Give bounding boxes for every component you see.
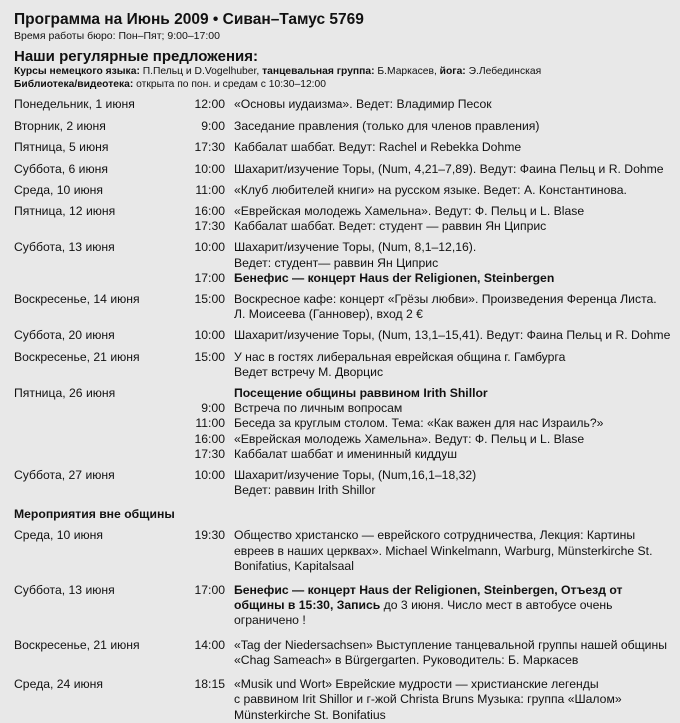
event-row [14, 240, 674, 286]
regular-offers-line-1 [14, 65, 674, 78]
text-segment: открыта по пон. и средам с 10:30–12:00 [133, 79, 327, 90]
event-description-line: Ведет встречу М. Дворцис [234, 364, 384, 379]
event-row [14, 677, 674, 723]
event-day: Воскресенье, 21 июня [14, 349, 140, 364]
program-page [14, 10, 674, 723]
event-time [164, 256, 225, 271]
event-times [164, 386, 225, 462]
regular-offers-heading: Наши регулярные предложения: [14, 48, 258, 65]
event-description-line [234, 598, 674, 613]
event-day: Суббота, 13 июня [14, 240, 115, 255]
event-description-line: Беседа за круглым столом. Тема: «Как важен для нас Израиль?» [234, 416, 604, 431]
event-time: 14:00 [194, 637, 225, 652]
event-times [164, 638, 225, 653]
event-row [14, 97, 674, 112]
event-day: Пятница, 5 июня [14, 140, 109, 155]
event-day: Суббота, 27 июня [14, 468, 115, 483]
text-segment: Б.Маркасев, [374, 66, 440, 77]
text-segment: общины в 15:30, Запись [234, 598, 381, 613]
event-description-line: «Клуб любителей книги» на русском языке. Ведет: А. Константинова. [234, 182, 627, 197]
event-description-line: с раввином Irit Shillor и г-жой Christa Bruns Музыка: группа «Шалом» [234, 692, 622, 707]
event-time: 12:00 [194, 97, 225, 111]
event-description [234, 468, 674, 498]
regular-offers-line-2 [14, 78, 674, 91]
event-description-line: Шахарит/изучение Торы, (Num,16,1–18,32) [234, 468, 477, 483]
text-segment: Курсы немецкого языка: [14, 66, 140, 77]
event-times [164, 583, 225, 598]
event-time: 10:00 [194, 161, 225, 176]
event-description [234, 162, 674, 177]
event-description-line: «Еврейская молодежь Хамельна». Ведут: Ф. Пельц и L. Blase [234, 204, 585, 219]
event-description-line: Шахарит/изучение Торы, (Num, 8,1–12,16). [234, 240, 477, 255]
event-description-line: Заседание правления (только для членов правления) [234, 119, 540, 134]
event-time: 17:30 [194, 140, 225, 155]
event-description [234, 528, 674, 574]
event-description-line: Bonifatius, Kapitalsaal [234, 558, 354, 573]
event-day: Среда, 10 июня [14, 528, 103, 543]
event-row [14, 183, 674, 198]
event-time: 17:30 [194, 446, 225, 461]
event-description [234, 119, 674, 134]
text-segment: Библиотека/видеотека: [14, 79, 134, 90]
event-description-line: Бенефис — концерт Haus der Religionen, Steinbergen [234, 270, 555, 285]
event-time: 10:00 [194, 468, 225, 483]
event-description [234, 677, 674, 723]
event-time: 11:00 [195, 416, 225, 431]
event-row [14, 350, 674, 380]
event-description-line: «Основы иудаизма». Ведет: Владимир Песок [234, 97, 492, 111]
event-row [14, 328, 674, 343]
event-description-line: Воскресное кафе: концерт «Грёзы любви». Произведения Ференца Листа. [234, 292, 657, 307]
event-times [164, 468, 225, 483]
event-description-line: Ведет: студент— раввин Ян Циприс [234, 255, 439, 270]
event-time: 16:00 [194, 204, 225, 219]
event-description-line: У нас в гостях либеральная еврейская община г. Гамбурга [234, 349, 566, 364]
event-day: Понедельник, 1 июня [14, 97, 135, 111]
event-times [164, 528, 225, 543]
event-description [234, 140, 674, 155]
event-row [14, 292, 674, 322]
event-description [234, 638, 674, 668]
event-description [234, 183, 674, 198]
event-time: 9:00 [201, 119, 225, 134]
event-day: Суббота, 6 июня [14, 161, 108, 176]
event-row [14, 140, 674, 155]
event-description-line: Шахарит/изучение Торы, (Num, 13,1–15,41). Ведут: Фаина Пельц и R. Dohme [234, 328, 671, 343]
event-times [164, 240, 225, 286]
event-description-line: Каббалат шаббат и именинный киддуш [234, 446, 457, 461]
event-time: 15:00 [194, 349, 225, 364]
event-day: Воскресенье, 21 июня [14, 637, 140, 652]
event-description-line: «Musik und Wort» Еврейские мудрости — христианские легенды [234, 677, 599, 692]
event-day: Пятница, 26 июня [14, 386, 116, 401]
event-description-line: Ведет: раввин Irith Shillor [234, 483, 376, 498]
page-title: Программа на Июнь 2009 • Сиван–Тамус 5769 [14, 11, 364, 28]
event-day: Вторник, 2 июня [14, 119, 106, 134]
event-row [14, 528, 674, 574]
event-times [164, 292, 225, 307]
event-description-line: Münsterkirche St. Bonifatius [234, 707, 386, 722]
event-description-line: «Chag Sameach» в Bürgergarten. Руководитель: Б. Маркасев [234, 652, 579, 667]
event-time: 11:00 [195, 182, 225, 197]
event-times [164, 328, 225, 343]
outside-events-heading: Мероприятия вне общины [14, 507, 175, 522]
event-description-line: Л. Моисеева (Ганновер), вход 2 € [234, 307, 423, 322]
event-times [164, 119, 225, 134]
outside-events-list [14, 528, 674, 722]
text-segment: танцевальная группа: [262, 66, 375, 77]
event-description [234, 204, 674, 234]
event-row [14, 468, 674, 498]
event-row [14, 119, 674, 134]
event-description-line: Шахарит/изучение Торы, (Num, 4,21–7,89). Ведут: Фаина Пельц и R. Dohme [234, 161, 664, 176]
event-times [164, 677, 225, 692]
text-segment: ограничено ! [234, 613, 306, 628]
event-description-line: Общество христанско — еврейского сотрудничества, Лекция: Картины [234, 528, 636, 543]
text-segment: йога: [439, 66, 466, 77]
event-description [234, 292, 674, 322]
event-description-line [234, 583, 674, 598]
event-time: 17:00 [194, 270, 225, 285]
event-description [234, 583, 674, 629]
event-times [164, 183, 225, 198]
event-day: Среда, 10 июня [14, 182, 103, 197]
event-description-line: Посещение общины раввином Irith Shillor [234, 386, 488, 401]
event-description-line: Каббалат шаббат. Ведет: студент — раввин Ян Циприс [234, 219, 547, 234]
event-description [234, 328, 674, 343]
event-times [164, 140, 225, 155]
event-time: 18:15 [194, 677, 225, 692]
event-description [234, 97, 674, 112]
event-description-line [234, 613, 674, 628]
event-time: 17:00 [194, 583, 225, 598]
text-segment: до 3 июня. Число мест в автобусе очень [380, 598, 613, 613]
event-description-line: «Еврейская молодежь Хамельна». Ведут: Ф. Пельц и L. Blase [234, 431, 585, 446]
event-description [234, 240, 674, 286]
event-time: 10:00 [194, 328, 225, 343]
event-day: Суббота, 20 июня [14, 328, 115, 343]
event-time [164, 386, 225, 401]
event-times [164, 204, 225, 234]
event-row [14, 386, 674, 462]
event-description-line: «Tag der Niedersachsen» Выступление танцевальной группы нашей общины [234, 637, 667, 652]
event-time: 15:00 [194, 292, 225, 307]
event-day: Среда, 24 июня [14, 677, 103, 692]
event-row [14, 204, 674, 234]
event-times [164, 97, 225, 112]
event-time: 16:00 [194, 431, 225, 446]
event-time: 19:30 [194, 528, 225, 543]
event-row [14, 162, 674, 177]
event-time: 10:00 [194, 240, 225, 255]
events-list [14, 97, 674, 498]
text-segment: П.Пельц и D.Vogelhuber, [139, 66, 263, 77]
event-description-line: евреев в наших церквах». Michael Winkelmann, Warburg, Münsterkirche St. [234, 543, 653, 558]
text-segment: Бенефис — концерт Haus der Religionen, Steinbergen, Отъезд от [234, 583, 623, 598]
event-time: 17:30 [194, 219, 225, 234]
event-description-line: Каббалат шаббат. Ведут: Rachel и Rebekka Dohme [234, 140, 522, 155]
event-times [164, 350, 225, 365]
event-day: Пятница, 12 июня [14, 204, 116, 219]
text-segment: Э.Лебединская [465, 66, 542, 77]
event-row [14, 638, 674, 668]
event-day: Суббота, 13 июня [14, 583, 115, 598]
event-description [234, 386, 674, 462]
event-time: 9:00 [201, 401, 225, 416]
event-description-line: Встреча по личным вопросам [234, 401, 403, 416]
office-hours: Время работы бюро: Пон–Пят; 9:00–17:00 [14, 30, 220, 42]
event-description [234, 350, 674, 380]
event-times [164, 162, 225, 177]
event-row [14, 583, 674, 629]
event-day: Воскресенье, 14 июня [14, 292, 140, 307]
